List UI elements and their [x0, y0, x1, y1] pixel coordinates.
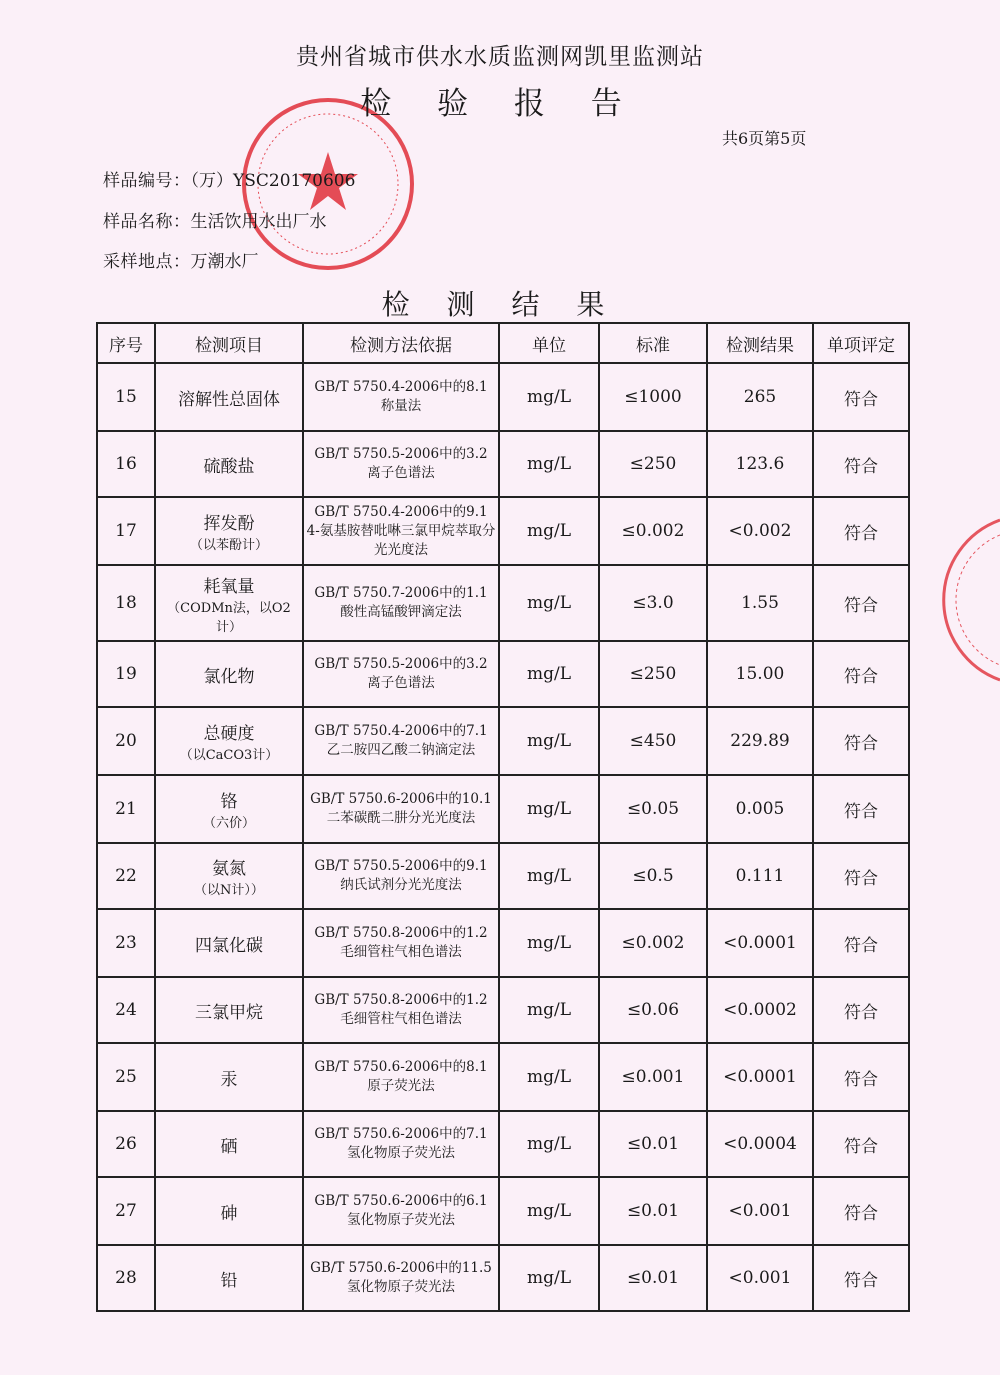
table-row: [97, 1043, 909, 1111]
cell-result: 229.89: [707, 707, 813, 775]
cell-evaluation: 符合: [813, 565, 909, 641]
sample-id-label: 样品编号：: [103, 171, 191, 191]
item-name: 溶解性总固体: [178, 389, 280, 410]
cell-unit: mg/L: [499, 1245, 599, 1311]
cell-evaluation: 符合: [813, 1245, 909, 1311]
item-name: 铬: [220, 792, 238, 812]
cell-result: <0.001: [707, 1245, 813, 1311]
cell-method: GB/T 5750.6-2006中的7.1 氢化物原子荧光法: [303, 1111, 499, 1177]
item-name: 总硬度: [203, 724, 255, 744]
table-row: [97, 641, 909, 707]
cell-standard: ≤0.01: [599, 1177, 707, 1245]
col-header-no: 序号: [97, 323, 155, 363]
cell-item: [155, 1245, 303, 1311]
item-note: （以苯酚计）: [189, 538, 268, 553]
cell-item: [155, 707, 303, 775]
col-header-standard: 标准: [599, 323, 707, 363]
item-name: 铅: [220, 1270, 238, 1291]
col-header-item: 检测项目: [155, 323, 303, 363]
cell-standard: ≤250: [599, 431, 707, 497]
cell-unit: mg/L: [499, 909, 599, 977]
cell-result: <0.002: [707, 497, 813, 565]
table-row: [97, 363, 909, 431]
sample-site-label: 采样地点：: [103, 252, 191, 272]
cell-no: 28: [97, 1245, 155, 1311]
cell-unit: mg/L: [499, 565, 599, 641]
cell-no: 23: [97, 909, 155, 977]
cell-result: <0.0001: [707, 909, 813, 977]
cell-evaluation: 符合: [813, 363, 909, 431]
item-name: 三氯甲烷: [195, 1002, 263, 1023]
cell-unit: mg/L: [499, 843, 599, 909]
cell-item: [155, 1043, 303, 1111]
results-table: [96, 322, 910, 1312]
cell-result: 1.55: [707, 565, 813, 641]
cell-standard: ≤250: [599, 641, 707, 707]
cell-method: GB/T 5750.6-2006中的10.1 二苯碳酰二肼分光光度法: [303, 775, 499, 843]
cell-result: 265: [707, 363, 813, 431]
cell-standard: ≤0.06: [599, 977, 707, 1043]
cell-result: <0.0004: [707, 1111, 813, 1177]
cell-method: GB/T 5750.4-2006中的7.1 乙二胺四乙酸二钠滴定法: [303, 707, 499, 775]
sample-name-row: [103, 207, 327, 232]
cell-result: 123.6: [707, 431, 813, 497]
cell-item: [155, 565, 303, 641]
cell-standard: ≤3.0: [599, 565, 707, 641]
cell-standard: ≤0.5: [599, 843, 707, 909]
cell-item: [155, 497, 303, 565]
table-row: [97, 565, 909, 641]
table-row: [97, 1111, 909, 1177]
report-title: 检 验 报 告: [360, 86, 640, 122]
cell-result: <0.0001: [707, 1043, 813, 1111]
cell-evaluation: 符合: [813, 707, 909, 775]
item-name: 四氯化碳: [195, 935, 263, 956]
cell-evaluation: 符合: [813, 1043, 909, 1111]
item-name: 硫酸盐: [203, 456, 255, 477]
cell-result: 0.005: [707, 775, 813, 843]
cell-item: [155, 1111, 303, 1177]
cell-method: GB/T 5750.6-2006中的6.1 氢化物原子荧光法: [303, 1177, 499, 1245]
item-name: 挥发酚: [203, 514, 255, 534]
cell-unit: mg/L: [499, 1043, 599, 1111]
cell-no: 20: [97, 707, 155, 775]
cell-standard: ≤0.01: [599, 1245, 707, 1311]
cell-evaluation: 符合: [813, 641, 909, 707]
cell-evaluation: 符合: [813, 1177, 909, 1245]
cell-unit: mg/L: [499, 363, 599, 431]
cell-item: [155, 1177, 303, 1245]
cell-method: GB/T 5750.8-2006中的1.2 毛细管柱气相色谱法: [303, 909, 499, 977]
cell-method: GB/T 5750.5-2006中的3.2 离子色谱法: [303, 641, 499, 707]
cell-result: <0.001: [707, 1177, 813, 1245]
cell-item: [155, 775, 303, 843]
table-row: [97, 1177, 909, 1245]
cell-no: 26: [97, 1111, 155, 1177]
cell-unit: mg/L: [499, 977, 599, 1043]
table-row: [97, 497, 909, 565]
cell-item: [155, 641, 303, 707]
cell-item: [155, 909, 303, 977]
cell-evaluation: 符合: [813, 1111, 909, 1177]
cell-item: [155, 843, 303, 909]
cell-unit: mg/L: [499, 641, 599, 707]
table-row: [97, 431, 909, 497]
cell-method: GB/T 5750.4-2006中的8.1 称量法: [303, 363, 499, 431]
cell-no: 16: [97, 431, 155, 497]
cell-standard: ≤0.01: [599, 1111, 707, 1177]
page-info: 共6页第5页: [722, 129, 807, 148]
cell-no: 21: [97, 775, 155, 843]
cell-no: 15: [97, 363, 155, 431]
cell-method: GB/T 5750.8-2006中的1.2 毛细管柱气相色谱法: [303, 977, 499, 1043]
cell-evaluation: 符合: [813, 843, 909, 909]
sample-site-value: 万潮水厂: [190, 252, 259, 272]
cell-no: 24: [97, 977, 155, 1043]
cell-unit: mg/L: [499, 1177, 599, 1245]
seam-seal-icon: [930, 515, 1000, 685]
cell-method: GB/T 5750.7-2006中的1.1 酸性高锰酸钾滴定法: [303, 565, 499, 641]
cell-result: <0.0002: [707, 977, 813, 1043]
cell-no: 17: [97, 497, 155, 565]
cell-method: GB/T 5750.5-2006中的3.2 离子色谱法: [303, 431, 499, 497]
cell-unit: mg/L: [499, 431, 599, 497]
results-title: 检 测 结 果: [381, 288, 619, 321]
cell-no: 19: [97, 641, 155, 707]
cell-item: [155, 431, 303, 497]
table-row: [97, 775, 909, 843]
sample-name-value: 生活饮用水出厂水: [190, 212, 327, 232]
item-name: 汞: [220, 1069, 238, 1090]
item-note: （六价）: [202, 816, 255, 831]
cell-evaluation: 符合: [813, 909, 909, 977]
sample-site-row: [103, 247, 259, 272]
cell-standard: ≤0.001: [599, 1043, 707, 1111]
col-header-method: 检测方法依据: [303, 323, 499, 363]
cell-no: 18: [97, 565, 155, 641]
cell-method: GB/T 5750.6-2006中的8.1 原子荧光法: [303, 1043, 499, 1111]
cell-unit: mg/L: [499, 1111, 599, 1177]
cell-unit: mg/L: [499, 707, 599, 775]
cell-unit: mg/L: [499, 497, 599, 565]
col-header-evaluation: 单项评定: [813, 323, 909, 363]
cell-result: 15.00: [707, 641, 813, 707]
cell-evaluation: 符合: [813, 775, 909, 843]
cell-method: GB/T 5750.4-2006中的9.1 4-氨基胺替吡啉三氯甲烷萃取分光光度法: [303, 497, 499, 565]
cell-standard: ≤450: [599, 707, 707, 775]
cell-item: [155, 363, 303, 431]
cell-evaluation: 符合: [813, 977, 909, 1043]
cell-item: [155, 977, 303, 1043]
cell-evaluation: 符合: [813, 497, 909, 565]
col-header-unit: 单位: [499, 323, 599, 363]
table-row: [97, 843, 909, 909]
table-row: [97, 977, 909, 1043]
cell-no: 25: [97, 1043, 155, 1111]
cell-standard: ≤0.05: [599, 775, 707, 843]
table-row: [97, 707, 909, 775]
sample-name-label: 样品名称：: [103, 212, 191, 232]
item-note: （以CaCO3计）: [179, 748, 279, 763]
item-name: 硒: [220, 1136, 238, 1157]
cell-method: GB/T 5750.5-2006中的9.1 纳氏试剂分光光度法: [303, 843, 499, 909]
item-name: 砷: [220, 1203, 238, 1224]
cell-no: 22: [97, 843, 155, 909]
cell-standard: ≤0.002: [599, 909, 707, 977]
item-note: （以N计））: [194, 883, 264, 898]
cell-standard: ≤1000: [599, 363, 707, 431]
table-header-row: [97, 323, 909, 363]
item-name: 耗氧量: [203, 576, 255, 597]
cell-unit: mg/L: [499, 775, 599, 843]
table-row: [97, 909, 909, 977]
cell-method: GB/T 5750.6-2006中的11.5 氢化物原子荧光法: [303, 1245, 499, 1311]
organization-title: 贵州省城市供水水质监测网凯里监测站: [296, 44, 704, 70]
col-header-result: 检测结果: [707, 323, 813, 363]
sample-id-row: [103, 166, 355, 191]
cell-no: 27: [97, 1177, 155, 1245]
cell-evaluation: 符合: [813, 431, 909, 497]
sample-id-value: （万）YSC20170606: [190, 171, 356, 191]
item-note: （CODMn法，以O2计）: [167, 600, 291, 635]
cell-standard: ≤0.002: [599, 497, 707, 565]
item-name: 氨氮: [212, 859, 246, 879]
table-row: [97, 1245, 909, 1311]
item-name: 氯化物: [203, 666, 255, 687]
cell-result: 0.111: [707, 843, 813, 909]
